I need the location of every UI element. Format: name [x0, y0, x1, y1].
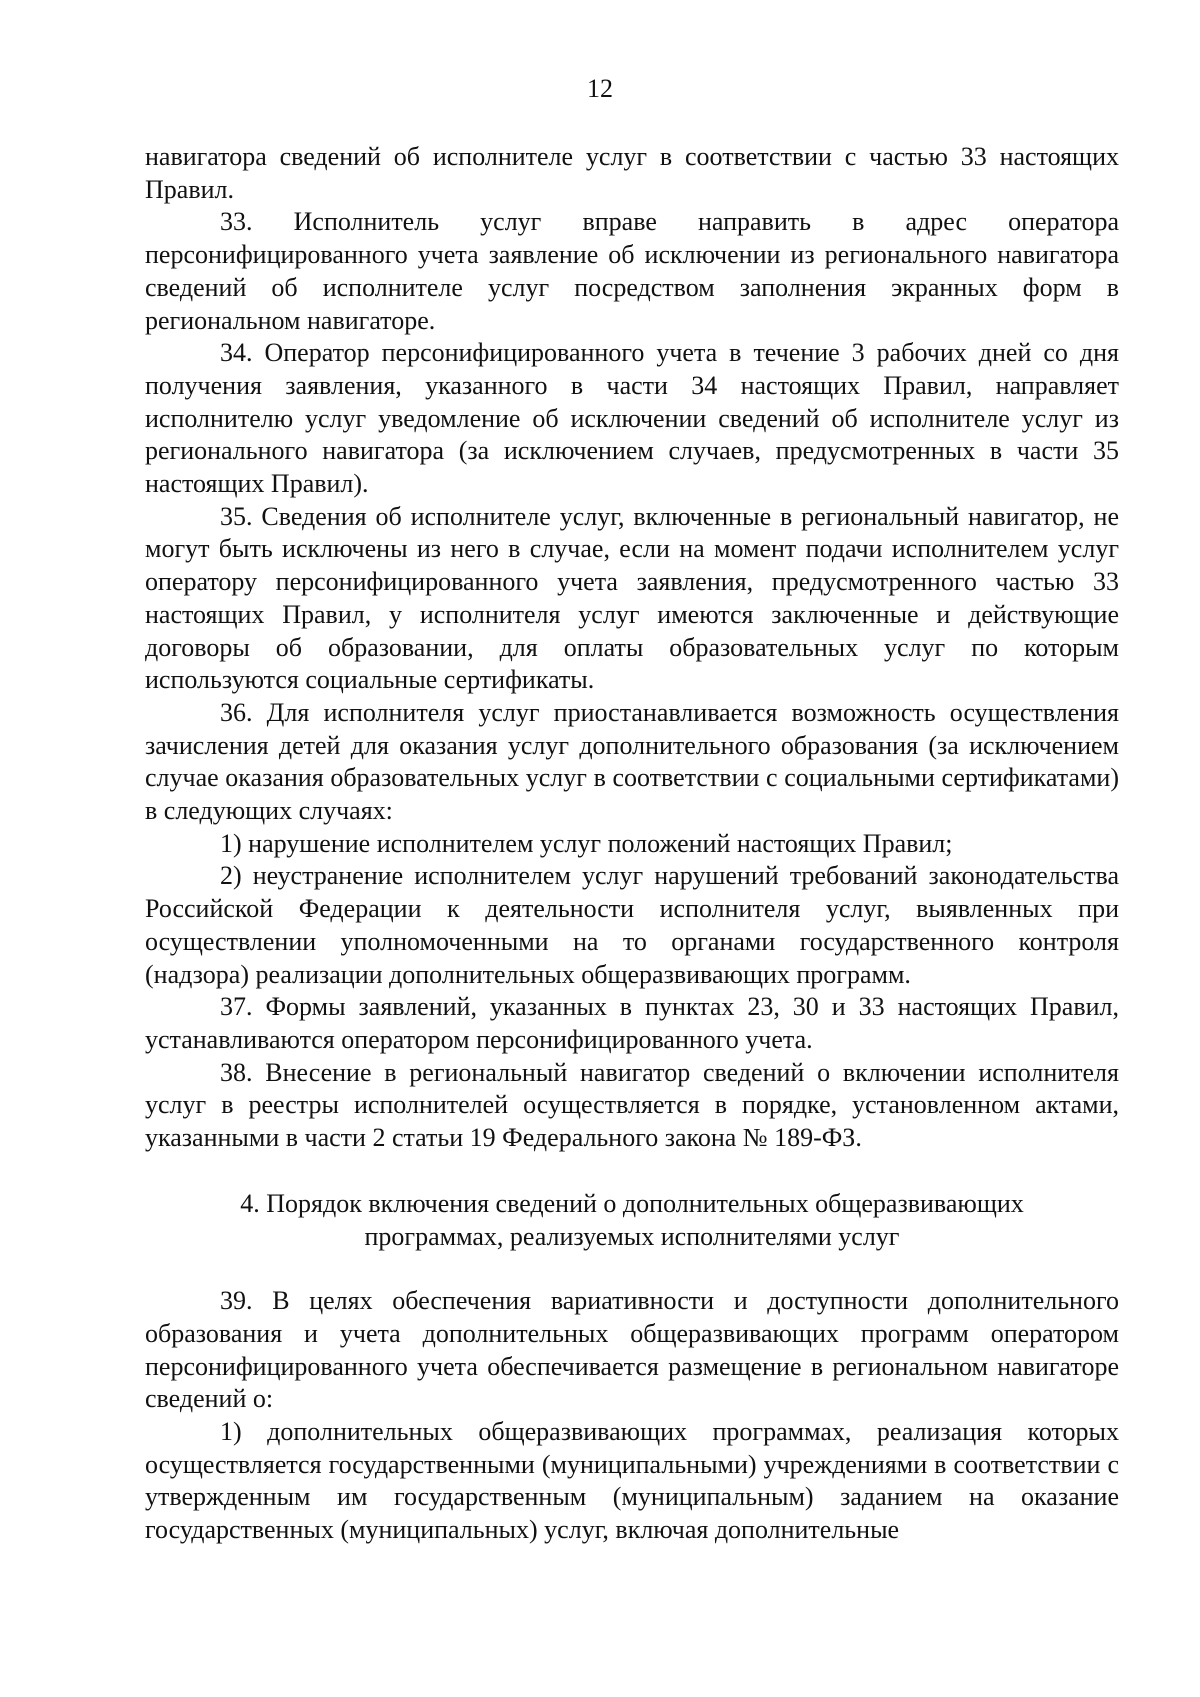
paragraph-36-item-1: 1) нарушение исполнителем услуг положений настоящих Правил; [220, 828, 953, 858]
section-heading [145, 1188, 1119, 1253]
paragraph-36: 36. Для исполнителя услуг приостанавливается возможность осуществления зачисления детей для оказания услуг дополнительного образования (за исключением случае оказания образовательных услуг в соответствии с социальными сертификатами) в следующих случаях: [145, 697, 1119, 826]
paragraph-35: 35. Сведения об исполнителе услуг, включенные в региональный навигатор, не могут быть исключены из него в случае, если на момент подачи исполнителем услуг оператору персонифицированного учета заявления, предусмотренного частью 33 настоящих Правил, у исполнителя услуг имеются заключенные и действующие договоры об образовании, для оплаты образовательных услуг по которым используются социальные сертификаты. [145, 501, 1119, 695]
paragraph-39: 39. В целях обеспечения вариативности и доступности дополнительного образования и учета дополнительных общеразвивающих программ оператором персонифицированного учета обеспечивается размещение в региональном навигаторе сведений о: [145, 1286, 1119, 1414]
paragraph-37: 37. Формы заявлений, указанных в пунктах 23, 30 и 33 настоящих Правил, устанавливаются оператором персонифицированного учета. [145, 992, 1119, 1054]
document-body [145, 141, 1119, 1547]
paragraph-38: 38. Внесение в региональный навигатор сведений о включении исполнителя услуг в реестры исполнителей осуществляется в порядке, установленном актами, указанными в части 2 статьи 19 Федерального закона № 189-ФЗ. [145, 1057, 1119, 1153]
paragraph-34: 34. Оператор персонифицированного учета в течение 3 рабочих дней со дня получения заявления, указанного в части 34 настоящих Правил, направляет исполнителю услуг уведомление об исключении сведений об исполнителе услуг из регионального навигатора (за исключением случаев, предусмотренных в части 35 настоящих Правил). [145, 338, 1119, 499]
paragraph-33: 33. Исполнитель услуг вправе направить в адрес оператора персонифицированного учета заявление об исключении из регионального навигатора сведений об исполнителе услуг посредством заполнения экранных форм в региональном навигаторе. [145, 207, 1119, 335]
paragraph-39-item-1: 1) дополнительных общеразвивающих программах, реализация которых осуществляется государственными (муниципальными) учреждениями в соответствии с утвержденным им государственным (муниципальным) заданием на оказание государственных (муниципальных) услуг, включая дополнительные [145, 1417, 1119, 1545]
paragraph-continuation: навигатора сведений об исполнителе услуг в соответствии с частью 33 настоящих Правил. [145, 142, 1119, 204]
paragraph-36-item-2: 2) неустранение исполнителем услуг нарушений требований законодательства Российской Федерации к деятельности исполнителя услуг, выявленных при осуществлении уполномоченными на то органами государственного контроля (надзора) реализации дополнительных общеразвивающих программ. [145, 861, 1119, 989]
section-heading-line-1: 4. Порядок включения сведений о дополнительных общеразвивающих [240, 1188, 1024, 1218]
section-heading-line-2: программах, реализуемых исполнителями услуг [364, 1221, 900, 1251]
page-number: 12 [587, 74, 613, 103]
